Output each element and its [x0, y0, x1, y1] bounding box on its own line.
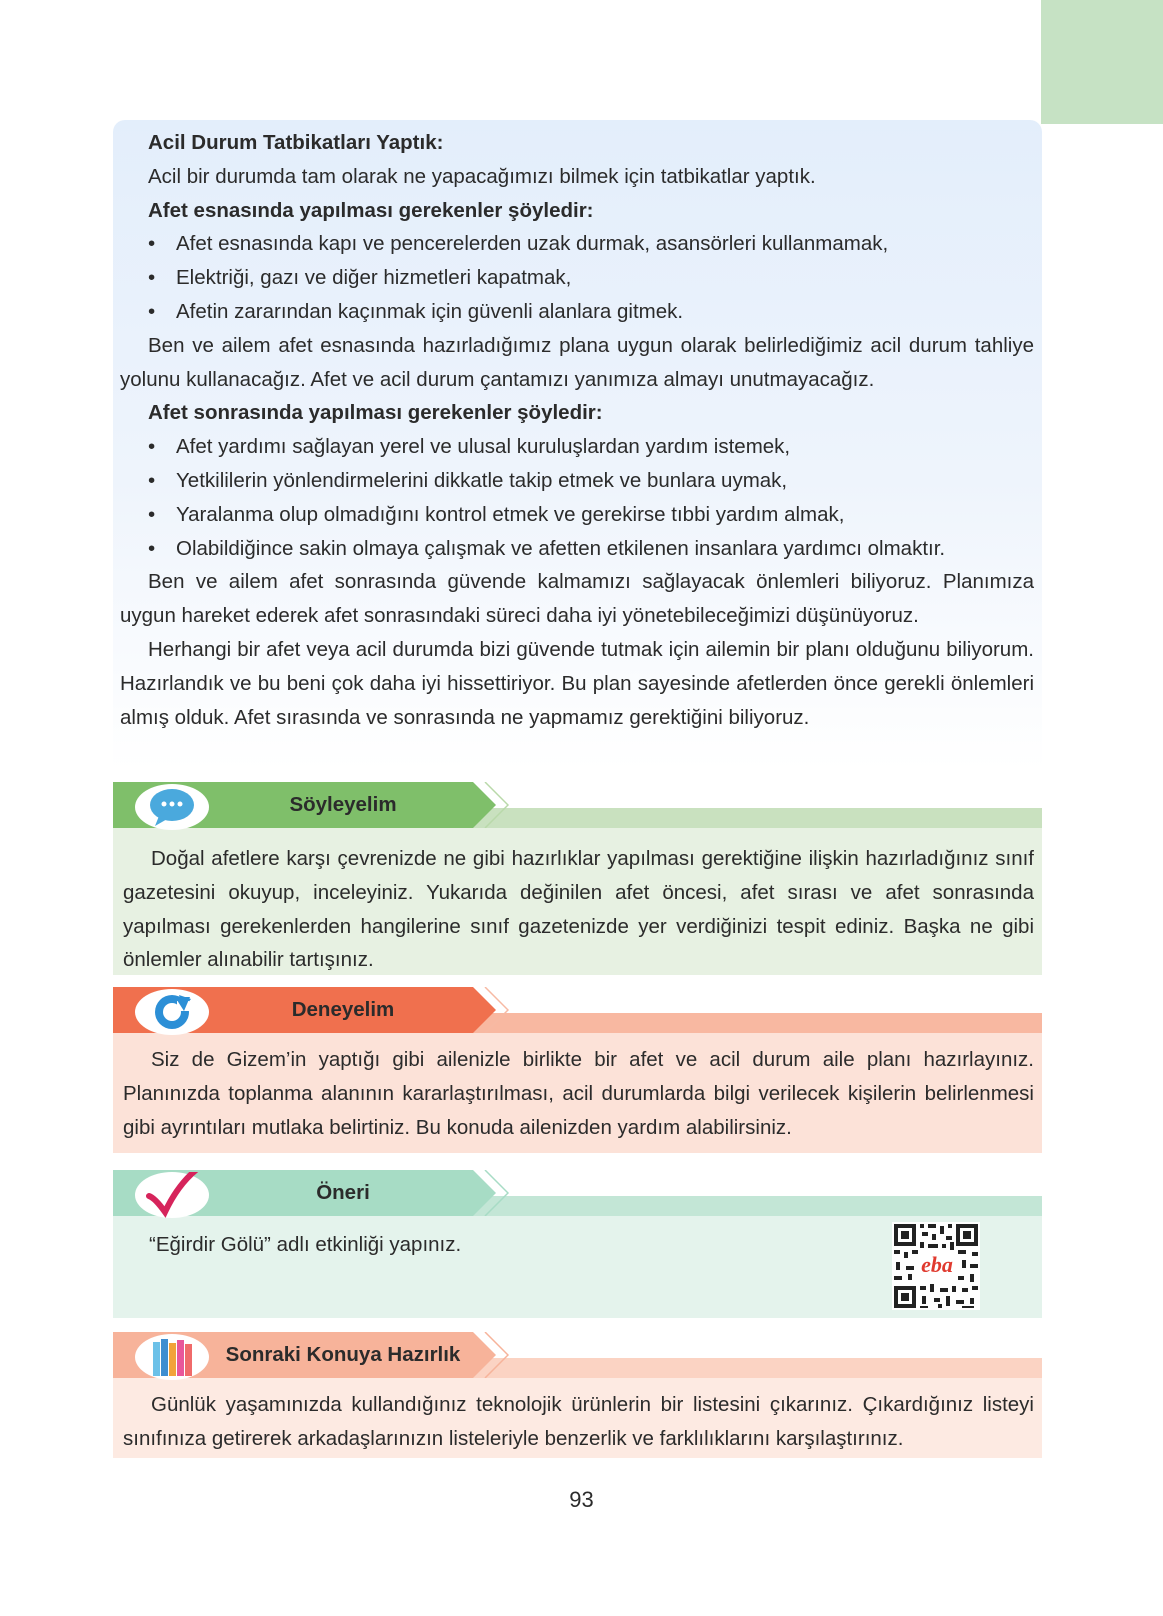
- refresh-icon: [135, 989, 209, 1035]
- heading-drills: Acil Durum Tatbikatları Yaptık:: [148, 131, 444, 154]
- paragraph-plan: Herhangi bir afet veya acil durumda bizi güvende tutmak için ailemin bir planı olduğunu biliyorum. Hazırlandık ve bu beni çok daha iyi hissettiriyor. Bu plan sayesinde afetlerden önce gerekli önlemleri almış olduk. Afet sırasında ve sonrasında ne yapmamız gerektiğini biliyoruz.: [120, 637, 1034, 729]
- list-after-disaster: [120, 430, 1034, 565]
- oneri-text: “Eğirdir Gölü” adlı etkinliği yapınız.: [149, 1233, 462, 1256]
- list-item: • Afet esnasında kapı ve pencerelerden uzak durmak, asansörleri kullanmamak,: [148, 227, 1034, 261]
- sonraki-text: Günlük yaşamınızda kullandığınız teknolojik ürünlerin bir listesini çıkarınız. Çıkardığınız listeyi sınıfınıza getirerek arkadaşlarınızın listeleriyle benzerlik ve farklılıklarını karşılaştırınız.: [123, 1393, 1034, 1450]
- paragraph-evacuation: Ben ve ailem afet esnasında hazırladığımız plana uygun olarak belirlediğimiz acil durum tahliye yolunu kullanacağız. Afet ve acil durum çantamızı yanımıza almayı unutmayacağız.: [120, 333, 1034, 391]
- list-item: • Afetin zararından kaçınmak için güvenli alanlara gitmek.: [148, 295, 1034, 329]
- list-item: • Afet yardımı sağlayan yerel ve ulusal kuruluşlardan yardım istemek,: [148, 430, 1034, 464]
- checkmark-icon: [135, 1172, 209, 1218]
- speech-bubble-icon: [135, 784, 209, 830]
- section-sonraki: [113, 1332, 1042, 1458]
- list-item: • Olabildiğince sakin olmaya çalışmak ve afetten etkilenen insanlara yardımcı olmaktır.: [148, 532, 1034, 566]
- eba-logo: eba: [921, 1252, 953, 1277]
- deneyelim-text: Siz de Gizem’in yaptığı gibi ailenizle birlikte bir afet ve acil durum aile planı hazırlayınız. Planınızda toplanma alanının kararlaştırılması, acil durumlarda bilgi verilecek kişilerin belirlenmesi gibi ayrıntıları mutlaka belirtiniz. Bu konuda ailenizden yardım alabilirsiniz.: [123, 1048, 1034, 1139]
- paragraph-after: Ben ve ailem afet sonrasında güvende kalmamızı sağlayacak önlemleri biliyoruz. Planımıza uygun hareket ederek afet sonrasındaki süreci daha iyi yönetebileceğimizi düşünüyoruz.: [120, 570, 1034, 628]
- heading-after-disaster: Afet sonrasında yapılması gerekenler şöyledir:: [148, 401, 603, 425]
- list-item: • Yaralanma olup olmadığını kontrol etmek ve gerekirse tıbbi yardım almak,: [148, 498, 1034, 532]
- sonraki-title: Sonraki Konuya Hazırlık: [225, 1343, 461, 1366]
- list-item: • Yetkililerin yönlendirmelerini dikkatle takip etmek ve bunlara uymak,: [148, 464, 1034, 498]
- page-number: 93: [569, 1487, 594, 1512]
- list-during-disaster: [120, 227, 1034, 328]
- oneri-title: Öneri: [316, 1181, 370, 1204]
- books-icon: [135, 1334, 209, 1380]
- deneyelim-title: Deneyelim: [291, 998, 395, 1021]
- paragraph-drills: Acil bir durumda tam olarak ne yapacağımızı bilmek için tatbikatlar yaptık.: [148, 164, 816, 188]
- section-deneyelim: [113, 987, 1042, 1153]
- list-item: • Elektriği, gazı ve diğer hizmetleri kapatmak,: [148, 261, 1034, 295]
- qr-code[interactable]: [892, 1222, 980, 1310]
- main-text: [120, 126, 1034, 734]
- soyleyelim-text: Doğal afetlere karşı çevrenizde ne gibi hazırlıklar yapılması gerektiğine ilişkin hazırladığınız sınıf gazetesini okuyup, inceleyiniz. Yukarıda değinilen afet öncesi, afet sırası ve afet sonrasında yapılması gerekenlerden hangilerine sınıf gazetenizde yer verdiğinizi tespit ediniz. Başka ne gibi önlemler alınabilir tartışınız.: [123, 847, 1034, 972]
- heading-during-disaster: Afet esnasında yapılması gerekenler şöyledir:: [148, 198, 594, 222]
- page-corner-tab: [1041, 0, 1163, 124]
- section-soyleyelim: [113, 782, 1042, 975]
- soyleyelim-title: Söyleyelim: [289, 793, 397, 816]
